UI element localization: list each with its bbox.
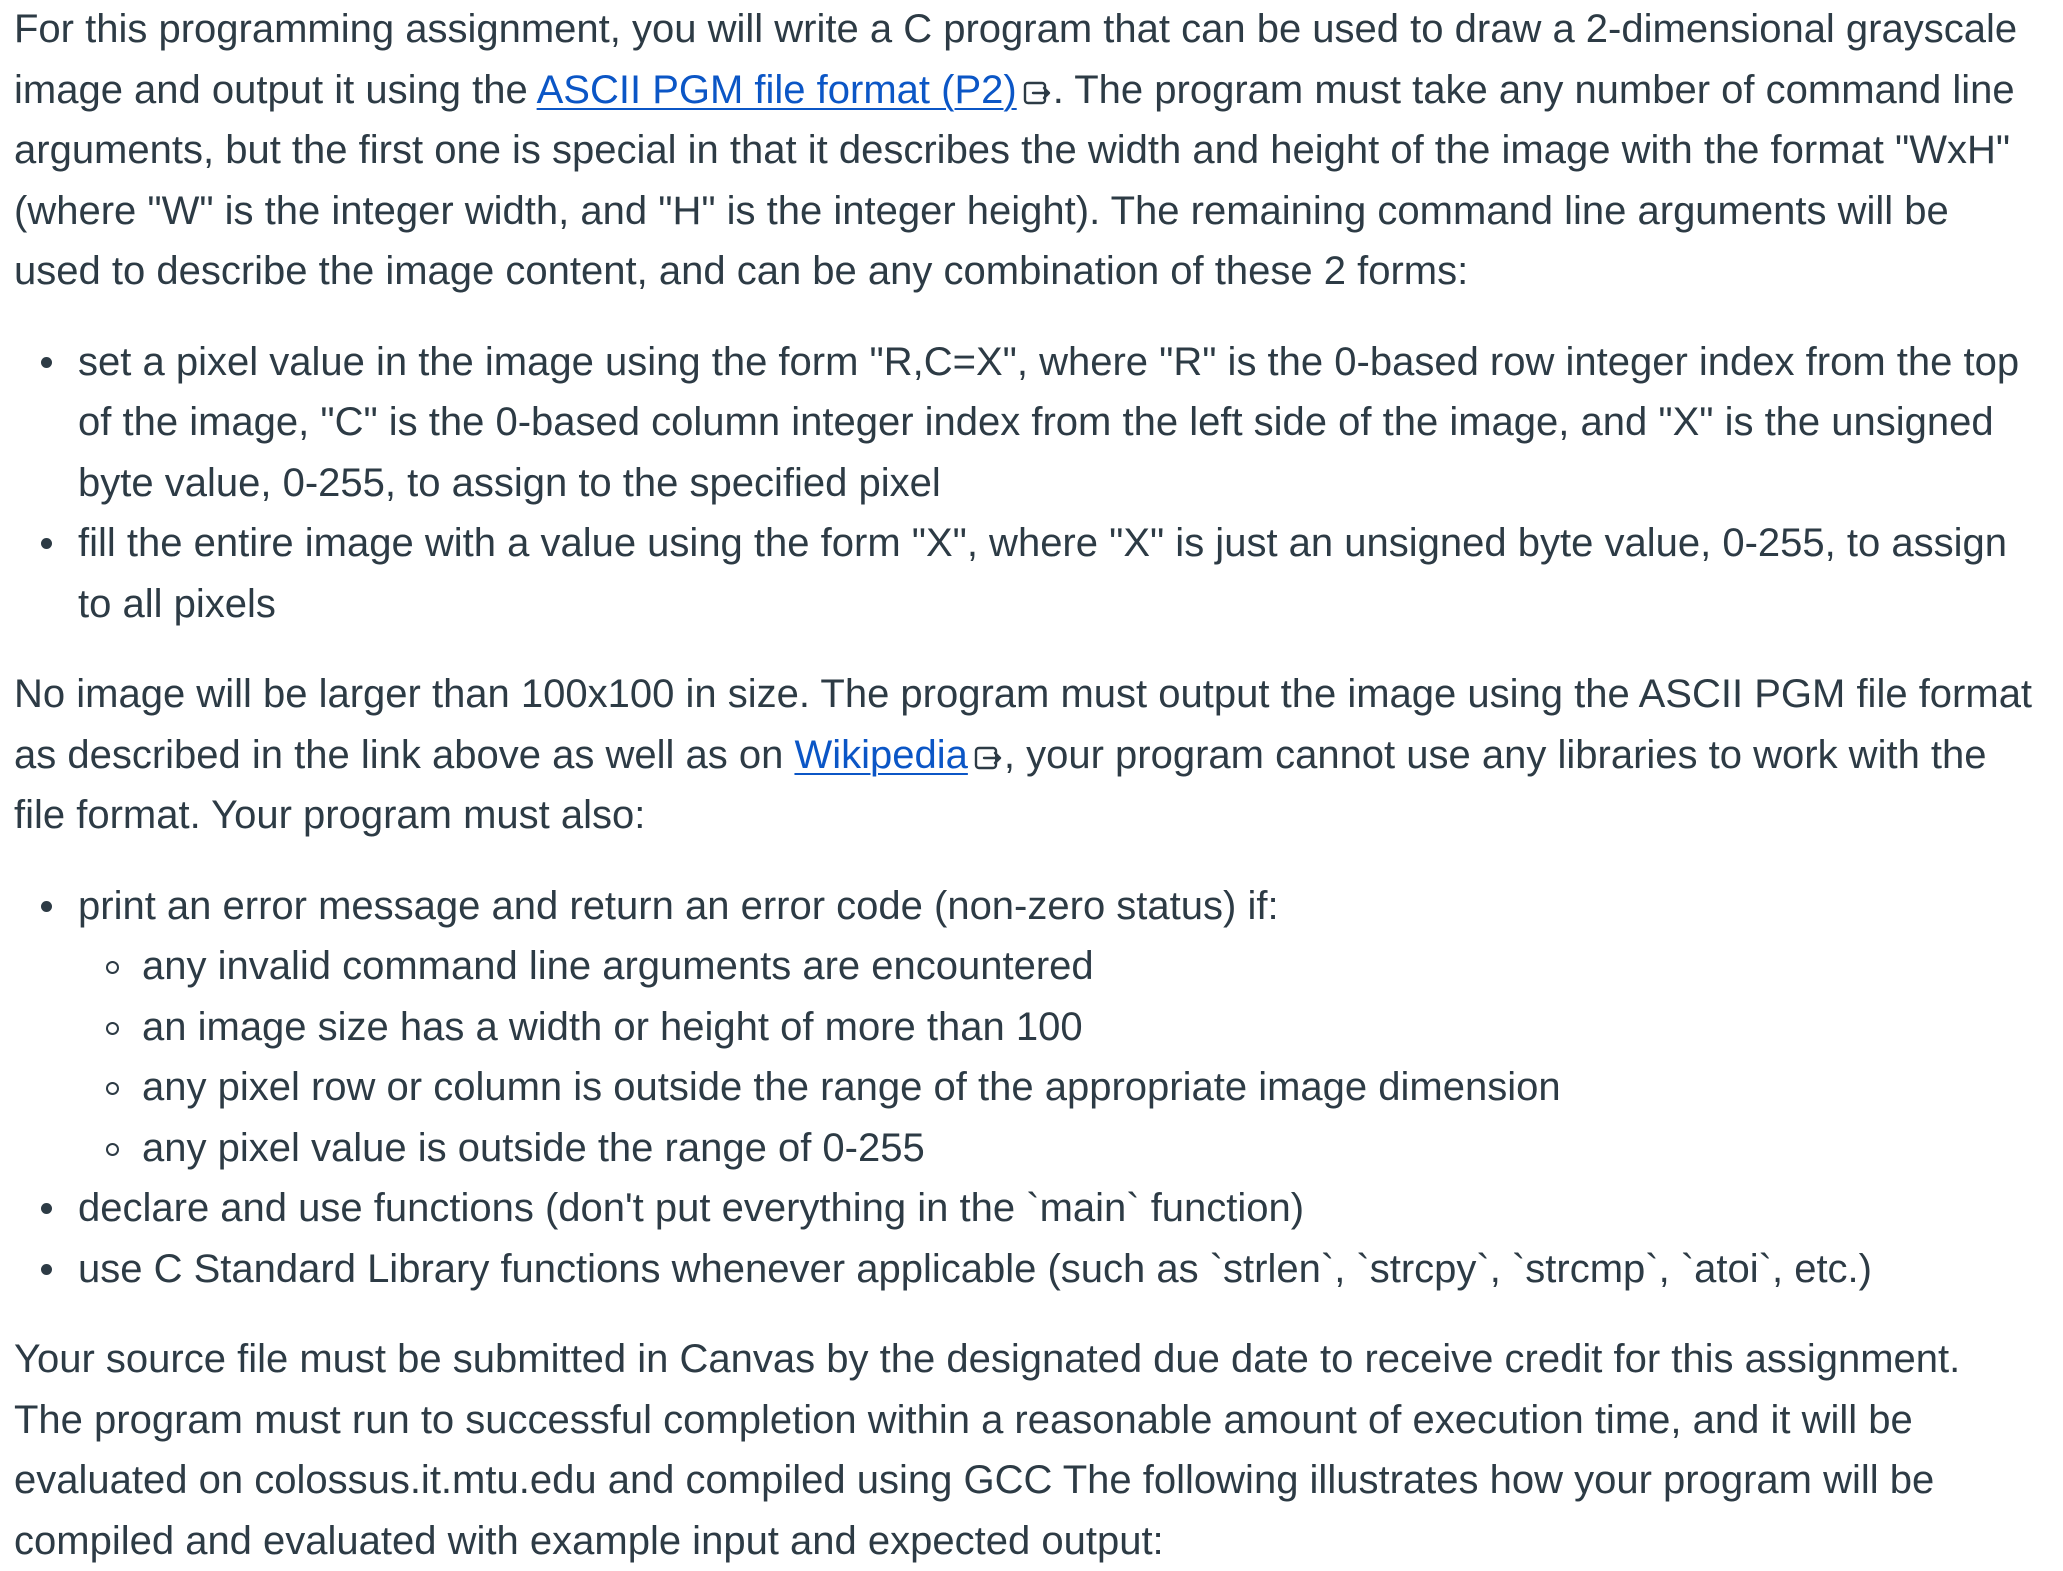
size-text-start: No image will be larger than 100x100 in size. The program must output the image using the ASCII PGM file format as described in the link above as well as on bbox=[14, 672, 2033, 777]
argument-forms-list bbox=[14, 332, 2033, 635]
list-item: an image size has a width or height of more than 100 bbox=[78, 997, 2033, 1058]
pgm-format-link[interactable]: ASCII PGM file format (P2) bbox=[536, 67, 1017, 112]
requirements-list-wrapper bbox=[14, 876, 2033, 1300]
argument-forms-list-wrapper bbox=[14, 332, 2033, 635]
list-item: declare and use functions (don't put everything in the `main` function) bbox=[14, 1178, 2033, 1239]
requirements-list bbox=[14, 876, 2033, 1300]
size-paragraph bbox=[14, 664, 2033, 846]
submission-paragraph: Your source file must be submitted in Canvas by the designated due date to receive credit for this assignment. The program must run to successful completion within a reasonable amount of execution time, and it will be evaluated on colossus.it.mtu.edu and compiled using GCC The following illustrates how your program will be compiled and evaluated with example input and expected output: bbox=[14, 1337, 1961, 1563]
intro-text-end: . The program must take any number of command line arguments, but the first one is special in that it describes the width and height of the image with the format "WxH" (where "W" is the integer width, and "H" is the integer height). The remaining command line arguments will be used to describe the image content, and can be any combination of these 2 forms: bbox=[14, 67, 2015, 293]
intro-paragraph bbox=[14, 0, 2033, 302]
external-link-icon[interactable] bbox=[1023, 79, 1053, 107]
wikipedia-link[interactable]: Wikipedia bbox=[794, 732, 968, 777]
list-item: any pixel row or column is outside the range of the appropriate image dimension bbox=[78, 1057, 2033, 1118]
list-item: any invalid command line arguments are encountered bbox=[78, 936, 2033, 997]
error-requirement-text: print an error message and return an error code (non-zero status) if: bbox=[78, 883, 1279, 928]
list-item: any pixel value is outside the range of 0-255 bbox=[78, 1118, 2033, 1179]
list-item: fill the entire image with a value using the form "X", where "X" is just an unsigned byte value, 0-255, to assign to all pixels bbox=[14, 513, 2033, 634]
error-conditions-list bbox=[78, 936, 2033, 1178]
list-item bbox=[14, 876, 2033, 1179]
intro-text-start: For this programming assignment, you will write a C program that can be used to draw a 2-dimensional grayscale image and output it using the bbox=[14, 7, 2018, 112]
list-item: set a pixel value in the image using the form "R,C=X", where "R" is the 0-based row integer index from the top of the image, "C" is the 0-based column integer index from the left side of the image, and "X" is the unsigned byte value, 0-255, to assign to the specified pixel bbox=[14, 332, 2033, 514]
size-text-end: , your program cannot use any libraries to work with the file format. Your program must also: bbox=[14, 732, 1987, 837]
external-link-icon[interactable] bbox=[974, 744, 1004, 772]
list-item: use C Standard Library functions whenever applicable (such as `strlen`, `strcpy`, `strcmp`, `atoi`, etc.) bbox=[14, 1239, 2033, 1300]
